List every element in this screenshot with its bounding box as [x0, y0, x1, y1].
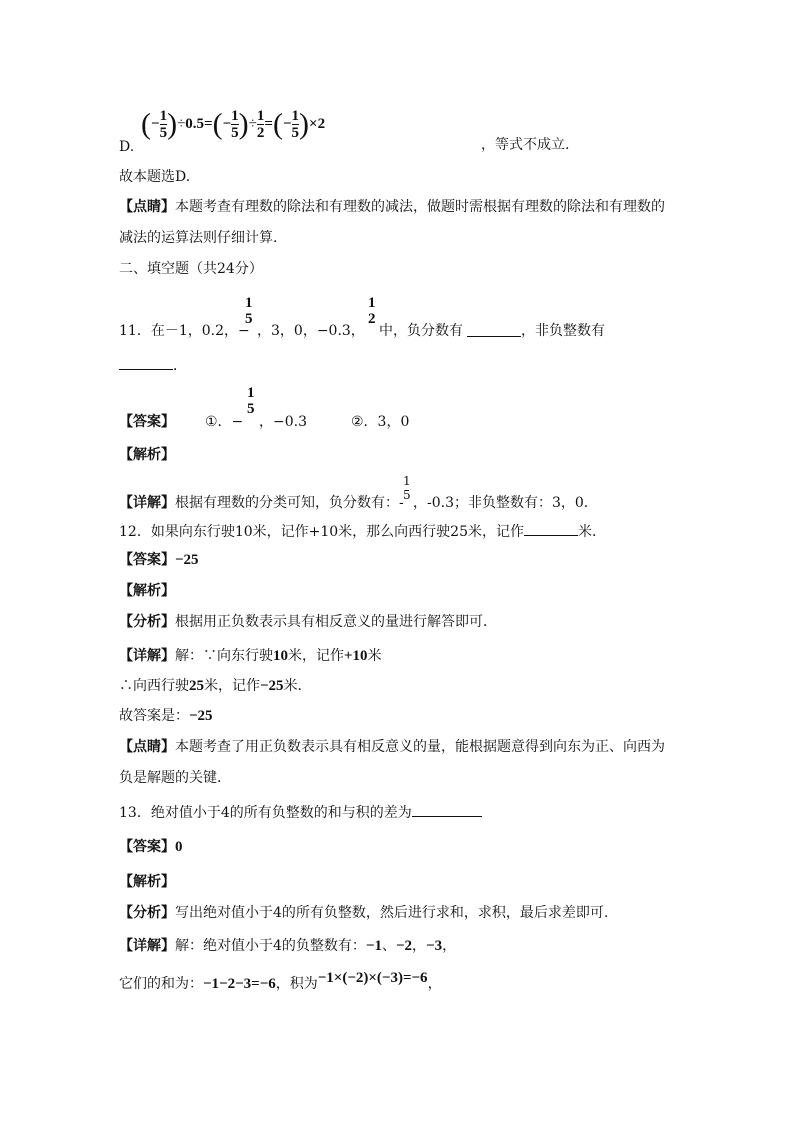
- question-11-cont: ．: [119, 355, 187, 375]
- q13-detail: 【详解】解：绝对值小于4的负整数有：−1、−2，−3，: [119, 938, 457, 954]
- comment-10: 【点睛】本题考查有理数的除法和有理数的减法，做题时需根据有理数的除法和有理数的: [119, 199, 665, 215]
- q12-answer: 【答案】−25: [119, 552, 199, 568]
- option-formula: (− $\frac{1}{5}$ )÷0.5=(− $\frac{1}{5}$ )÷ $\frac{1}{2}$ =(− $\frac{1}{5}$ )×2: [141, 107, 326, 141]
- q12-detail: 【详解】解：∵向东行驶10米，记作+10米: [119, 648, 382, 664]
- q12-fenxi: 【分析】根据用正负数表示具有相反意义的量进行解答即可．: [119, 614, 497, 630]
- comment-12-cont: 负是解题的关键．: [119, 770, 231, 786]
- option-label: D.: [119, 139, 135, 155]
- q12-final: 故答案是：−25: [119, 708, 213, 724]
- q13-fenxi: 【分析】写出绝对值小于4的所有负整数，然后进行求和，求积，最后求差即可.: [119, 905, 609, 921]
- answer-blank[interactable]: [119, 355, 173, 370]
- comment-10-cont: 减法的运算法则仔细计算.: [119, 230, 278, 246]
- answer-blank[interactable]: [467, 322, 521, 337]
- conclusion: 故本题选D.: [119, 169, 191, 185]
- q13-sum: 它们的和为：−1−2−3=−6，积为−1×(−2)×(−3)=−6，: [119, 970, 442, 992]
- answer-blank[interactable]: [524, 521, 578, 536]
- question-13: 13．绝对值小于4的所有负整数的和与积的差为: [119, 802, 482, 822]
- section-title: 二、填空题（共24分）: [119, 261, 263, 277]
- q13-analysis: 【解析】: [119, 874, 175, 890]
- q12-therefore: ∴向西行驶25米，记作−25米．: [119, 678, 312, 694]
- question-12: 12．如果向东行驶10米，记作+10米，那么向西行驶25米，记作 米．: [119, 521, 606, 541]
- comment-12: 【点睛】本题考查了用正负数表示具有相反意义的量，能根据题意得到向东为正、向西为: [119, 739, 665, 755]
- q11-analysis: 【解析】: [119, 447, 175, 463]
- answer-blank[interactable]: [412, 802, 482, 817]
- option-tail: ，等式不成立.: [481, 137, 570, 153]
- q13-answer: 【答案】0: [119, 839, 183, 855]
- q12-analysis: 【解析】: [119, 583, 175, 599]
